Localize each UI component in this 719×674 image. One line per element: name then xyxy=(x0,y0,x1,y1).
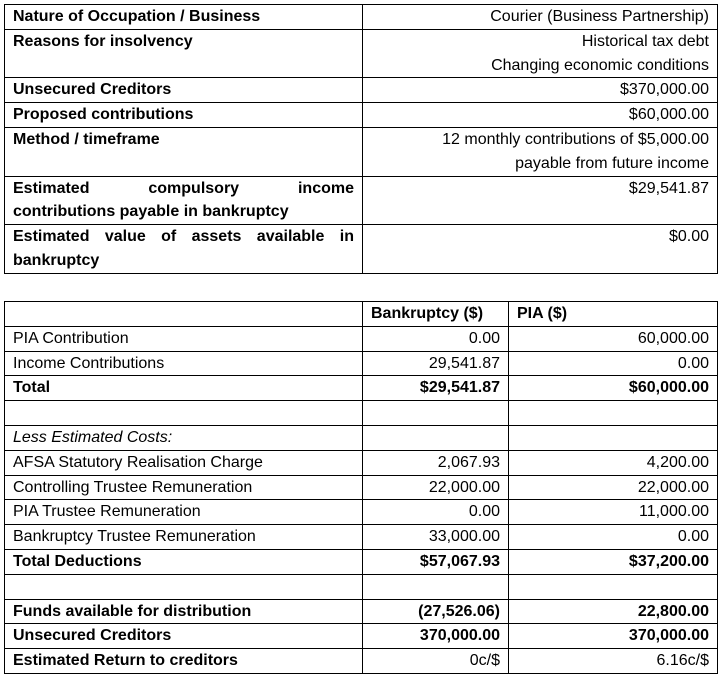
table-row xyxy=(5,549,718,574)
bankruptcy-value: 33,000.00 xyxy=(363,525,509,550)
table-row xyxy=(5,649,718,674)
row-value xyxy=(363,29,718,78)
table-row xyxy=(5,29,718,78)
row-label xyxy=(5,574,363,599)
table-row xyxy=(5,103,718,128)
table-row xyxy=(5,624,718,649)
row-value: Courier (Business Partnership) xyxy=(363,5,718,30)
table-row xyxy=(5,599,718,624)
summary-table xyxy=(4,4,718,274)
row-value: $60,000.00 xyxy=(363,103,718,128)
row-label: Nature of Occupation / Business xyxy=(5,5,363,30)
row-label: Estimated Return to creditors xyxy=(5,649,363,674)
pia-value: 60,000.00 xyxy=(509,326,718,351)
table-row xyxy=(5,425,718,450)
bankruptcy-value: $29,541.87 xyxy=(363,376,509,401)
pia-value: $60,000.00 xyxy=(509,376,718,401)
table-row xyxy=(5,176,718,225)
table-row xyxy=(5,450,718,475)
pia-value: $37,200.00 xyxy=(509,549,718,574)
pia-value: 4,200.00 xyxy=(509,450,718,475)
bankruptcy-value: 22,000.00 xyxy=(363,475,509,500)
bankruptcy-value xyxy=(363,425,509,450)
bankruptcy-value: (27,526.06) xyxy=(363,599,509,624)
row-label: Method / timeframe xyxy=(5,127,363,176)
row-label xyxy=(5,401,363,426)
pia-value xyxy=(509,401,718,426)
bankruptcy-value: 370,000.00 xyxy=(363,624,509,649)
row-label: Unsecured Creditors xyxy=(5,78,363,103)
pia-value: 0.00 xyxy=(509,525,718,550)
row-label xyxy=(5,176,363,225)
table-row xyxy=(5,225,718,274)
table-row xyxy=(5,500,718,525)
label-line: bankruptcy xyxy=(13,251,100,269)
pia-value: 22,000.00 xyxy=(509,475,718,500)
pia-value: 6.16c/$ xyxy=(509,649,718,674)
row-label: Controlling Trustee Remuneration xyxy=(5,475,363,500)
row-label: Unsecured Creditors xyxy=(5,624,363,649)
row-label: Proposed contributions xyxy=(5,103,363,128)
label-line: contributions payable in bankruptcy xyxy=(13,203,289,221)
bankruptcy-value: 2,067.93 xyxy=(363,450,509,475)
bankruptcy-value: 0.00 xyxy=(363,326,509,351)
value-line: payable from future income xyxy=(515,154,709,172)
pia-value xyxy=(509,425,718,450)
row-label: Total xyxy=(5,376,363,401)
row-value: $29,541.87 xyxy=(363,176,718,225)
pia-value: 370,000.00 xyxy=(509,624,718,649)
bankruptcy-value: 29,541.87 xyxy=(363,351,509,376)
row-value: $370,000.00 xyxy=(363,78,718,103)
row-label xyxy=(5,225,363,274)
header-row xyxy=(5,302,718,327)
row-label: Less Estimated Costs: xyxy=(5,425,363,450)
table-row xyxy=(5,326,718,351)
pia-value xyxy=(509,574,718,599)
row-value xyxy=(363,127,718,176)
table-row xyxy=(5,574,718,599)
header-bankruptcy: Bankruptcy ($) xyxy=(363,302,509,327)
value-line: Changing economic conditions xyxy=(491,56,709,74)
label-line: Estimated compulsory income xyxy=(13,179,354,197)
table-row xyxy=(5,525,718,550)
row-label: Income Contributions xyxy=(5,351,363,376)
table-row xyxy=(5,127,718,176)
row-label: Funds available for distribution xyxy=(5,599,363,624)
table-row xyxy=(5,351,718,376)
pia-value: 22,800.00 xyxy=(509,599,718,624)
row-value: $0.00 xyxy=(363,225,718,274)
table-row xyxy=(5,376,718,401)
bankruptcy-value xyxy=(363,401,509,426)
header-pia: PIA ($) xyxy=(509,302,718,327)
label-line: Estimated value of assets available in xyxy=(13,228,354,246)
row-label: Total Deductions xyxy=(5,549,363,574)
row-label: PIA Contribution xyxy=(5,326,363,351)
row-label: Bankruptcy Trustee Remuneration xyxy=(5,525,363,550)
pia-value: 0.00 xyxy=(509,351,718,376)
table-row xyxy=(5,475,718,500)
bankruptcy-value: 0.00 xyxy=(363,500,509,525)
table-row xyxy=(5,5,718,30)
value-line: Historical tax debt xyxy=(581,32,709,50)
bankruptcy-value xyxy=(363,574,509,599)
row-label: PIA Trustee Remuneration xyxy=(5,500,363,525)
bankruptcy-value: $57,067.93 xyxy=(363,549,509,574)
table-row xyxy=(5,401,718,426)
bankruptcy-value: 0c/$ xyxy=(363,649,509,674)
row-label: AFSA Statutory Realisation Charge xyxy=(5,450,363,475)
row-label: Reasons for insolvency xyxy=(5,29,363,78)
comparison-table xyxy=(4,301,718,674)
header-cell xyxy=(5,302,363,327)
value-line: 12 monthly contributions of $5,000.00 xyxy=(442,130,709,148)
pia-value: 11,000.00 xyxy=(509,500,718,525)
table-row xyxy=(5,78,718,103)
